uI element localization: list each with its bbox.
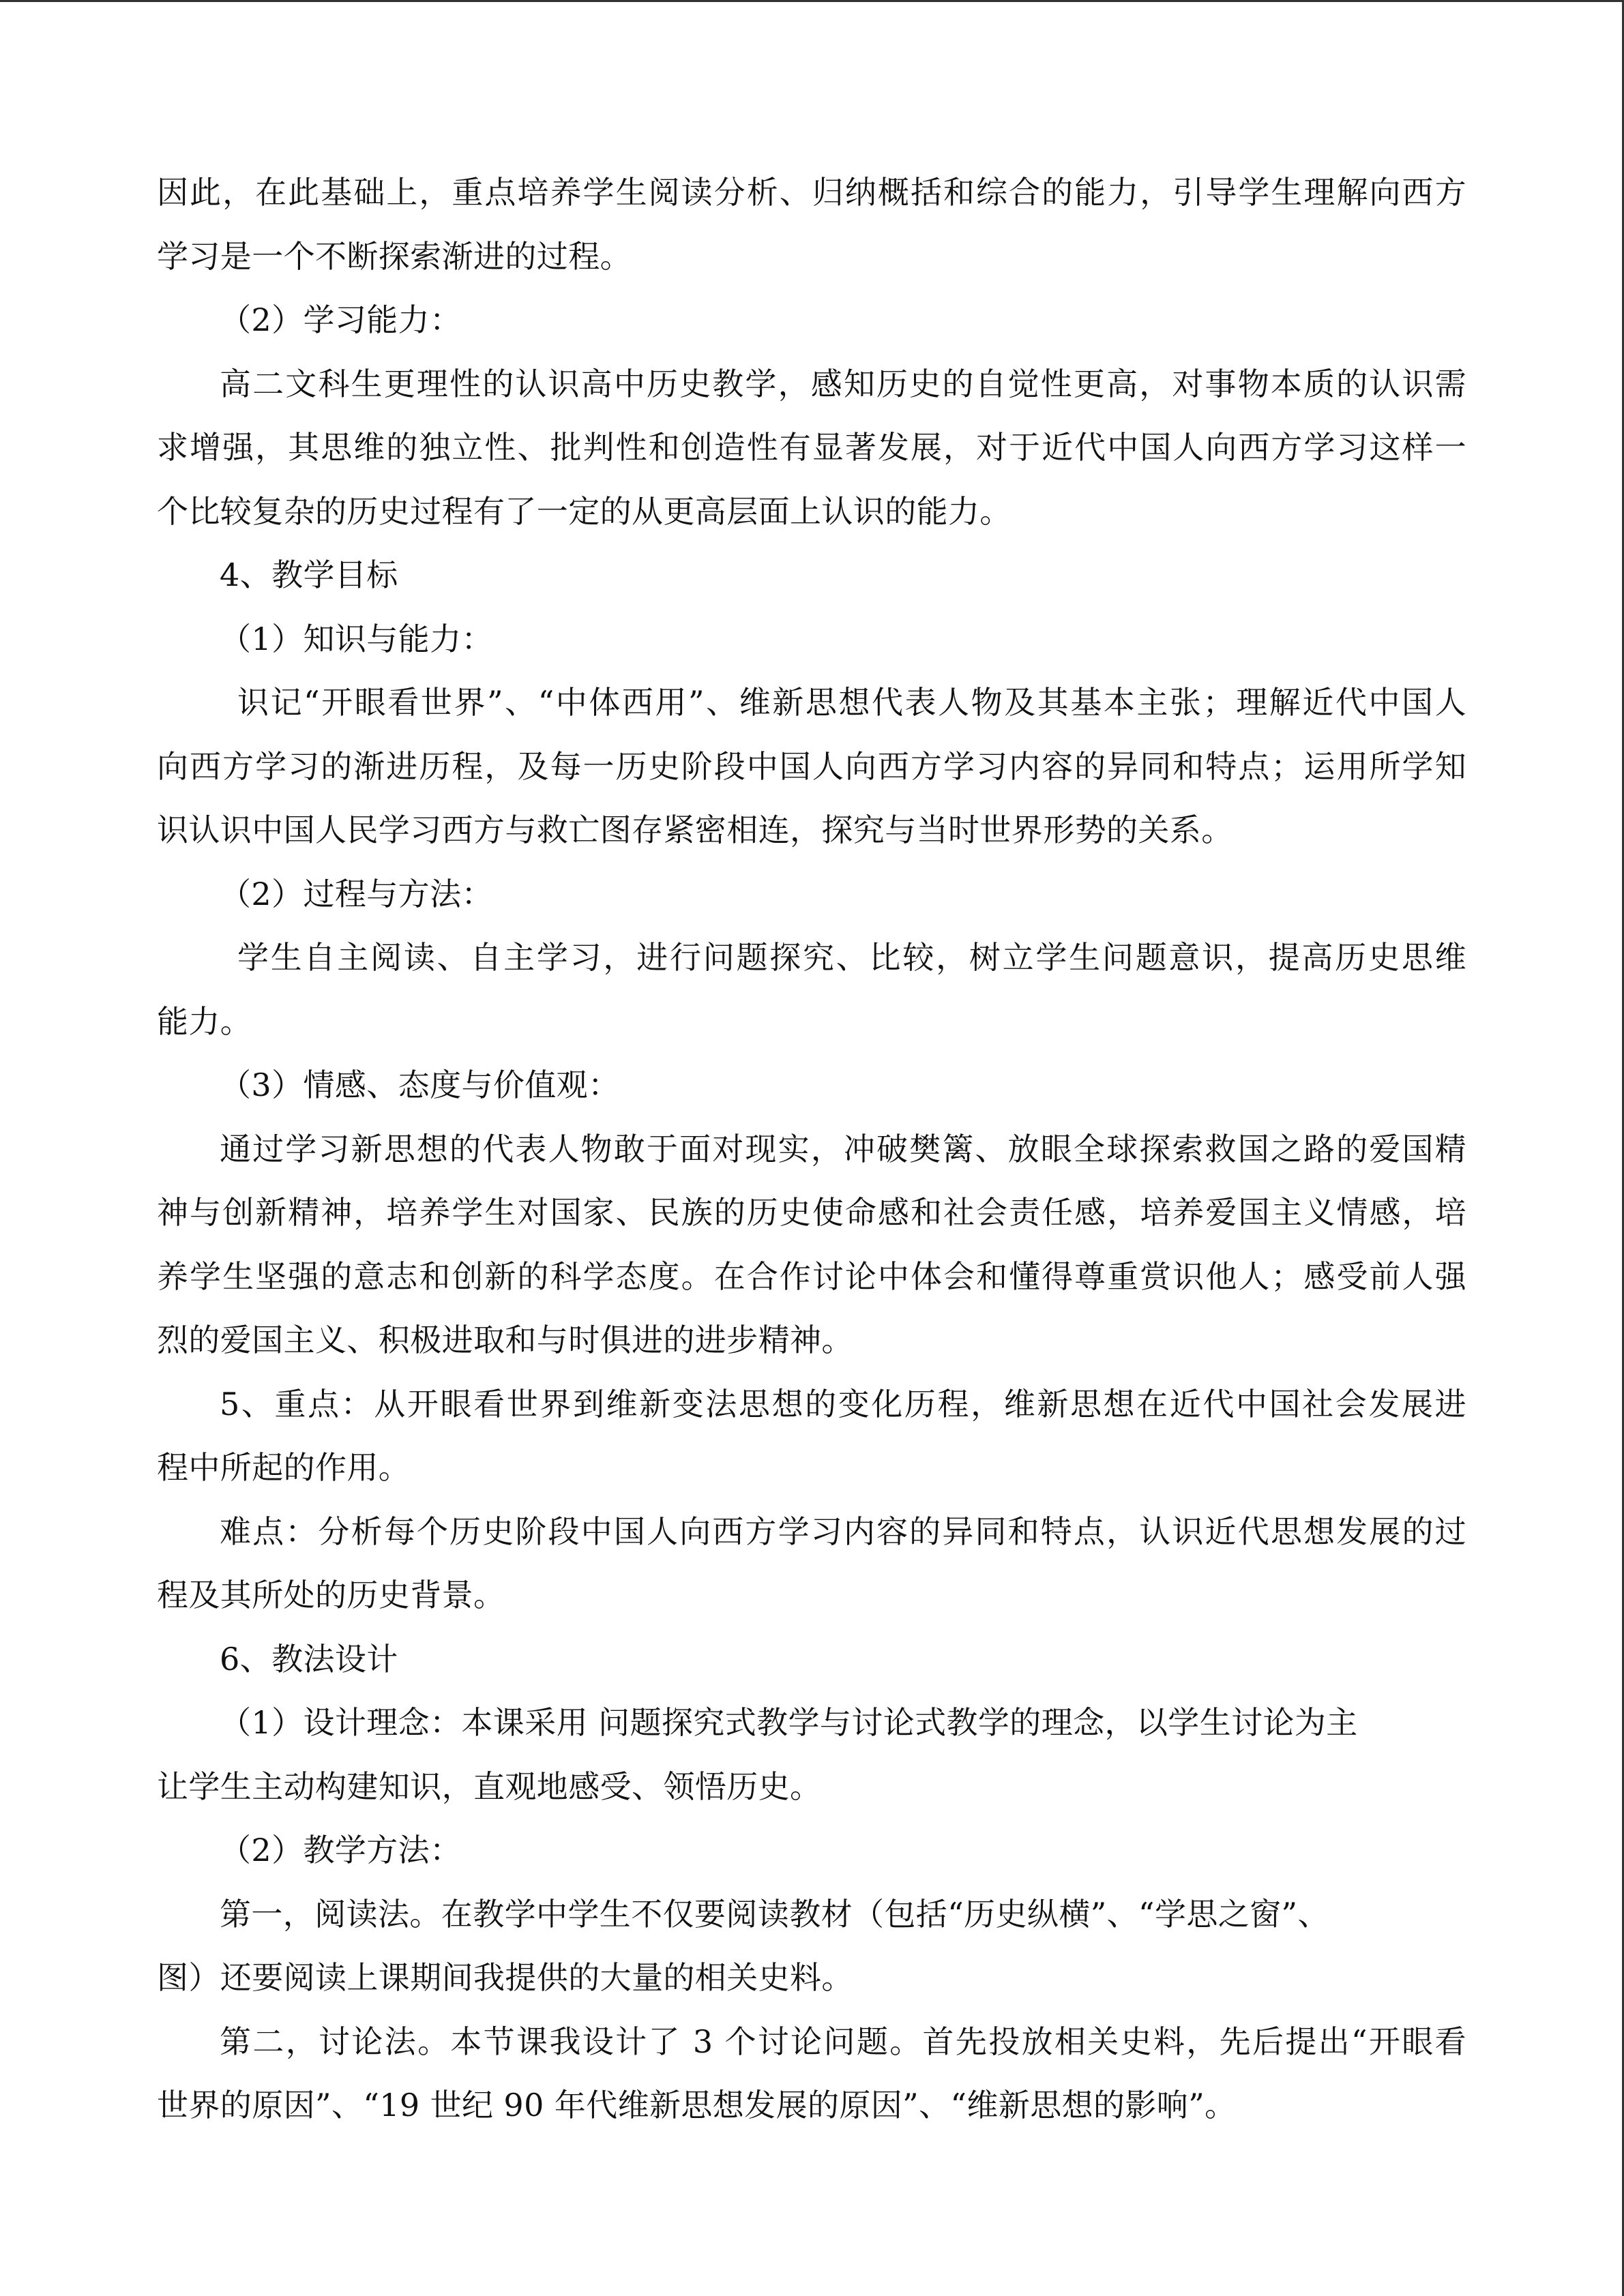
heading-key-points: 5、重点：从开眼看世界到维新变法思想的变化历程，维新思想在近代中国社会发展进 <box>220 1385 1466 1422</box>
paragraph-line: 个比较复杂的历史过程有了一定的从更高层面上认识的能力。 <box>157 492 1012 530</box>
paragraph-line: 世界的原因”、“19 世纪 90 年代维新思想发展的原因”、“维新思想的影响”。 <box>157 2087 1237 2123</box>
paragraph-line: 学习是一个不断探索渐进的过程。 <box>157 237 632 275</box>
paragraph-line: 求增强，其思维的独立性、批判性和创造性有显著发展，对于近代中国人向西方学习这样一 <box>157 429 1466 466</box>
paragraph-difficulties: 难点：分析每个历史阶段中国人向西方学习内容的异同和特点，认识近代思想发展的过 <box>220 1512 1466 1550</box>
paragraph-line: 图）还要阅读上课期间我提供的大量的相关史料。 <box>157 1959 853 1996</box>
paragraph-line: 因此，在此基础上，重点培养学生阅读分析、归纳概括和综合的能力，引导学生理解向西方 <box>157 174 1466 211</box>
subheading-learning-ability: （2）学习能力： <box>220 301 462 338</box>
paragraph-discussion-method: 第二，讨论法。本节课我设计了 3 个讨论问题。首先投放相关史料，先后提出“开眼看 <box>220 2023 1466 2060</box>
subheading-process-method: （2）过程与方法： <box>220 875 493 912</box>
document-body <box>157 161 1466 2138</box>
heading-method-design: 6、教法设计 <box>220 1640 398 1678</box>
subheading-knowledge-ability: （1）知识与能力： <box>220 620 493 657</box>
subheading-teaching-methods: （2）教学方法： <box>220 1832 462 1868</box>
paragraph-line: 高二文科生更理性的认识高中历史教学，感知历史的自觉性更高，对事物本质的认识需 <box>220 365 1466 402</box>
paragraph-line: 神与创新精神，培养学生对国家、民族的历史使命感和社会责任感，培养爱国主义情感，培 <box>157 1194 1466 1231</box>
paragraph-line: 烈的爱国主义、积极进取和与时俱进的进步精神。 <box>157 1322 853 1358</box>
subheading-emotion-values: （3）情感、态度与价值观： <box>220 1067 620 1103</box>
paragraph-line: 识记“开眼看世界”、“中体西用”、维新思想代表人物及其基本主张；理解近代中国人 <box>237 684 1466 721</box>
paragraph-line: 学生自主阅读、自主学习，进行问题探究、比较，树立学生问题意识，提高历史思维 <box>237 939 1466 976</box>
heading-teaching-goals: 4、教学目标 <box>220 556 398 593</box>
paragraph-line: 识认识中国人民学习西方与救亡图存紧密相连，探究与当时世界形势的关系。 <box>157 811 1233 848</box>
paragraph-design-concept: （1）设计理念：本课采用 问题探究式教学与讨论式教学的理念，以学生讨论为主 <box>220 1704 1358 1741</box>
paragraph-line: 向西方学习的渐进历程，及每一历史阶段中国人向西方学习内容的异同和特点；运用所学知 <box>157 747 1466 785</box>
paragraph-line: 通过学习新思想的代表人物敢于面对现实，冲破樊篱、放眼全球探索救国之路的爱国精 <box>220 1130 1466 1167</box>
paragraph-line: 养学生坚强的意志和创新的科学态度。在合作讨论中体会和懂得尊重赏识他人；感受前人强 <box>157 1257 1466 1295</box>
paragraph-reading-method: 第一，阅读法。在教学中学生不仅要阅读教材（包括“历史纵横”、“学思之窗”、 <box>220 1895 1329 1933</box>
paragraph-line: 程中所起的作用。 <box>157 1449 411 1486</box>
paragraph-line: 让学生主动构建知识，直观地感受、领悟历史。 <box>157 1768 822 1805</box>
paragraph-line: 能力。 <box>157 1002 252 1040</box>
page-border-top <box>0 0 1624 2</box>
paragraph-line: 程及其所处的历史背景。 <box>157 1577 505 1613</box>
